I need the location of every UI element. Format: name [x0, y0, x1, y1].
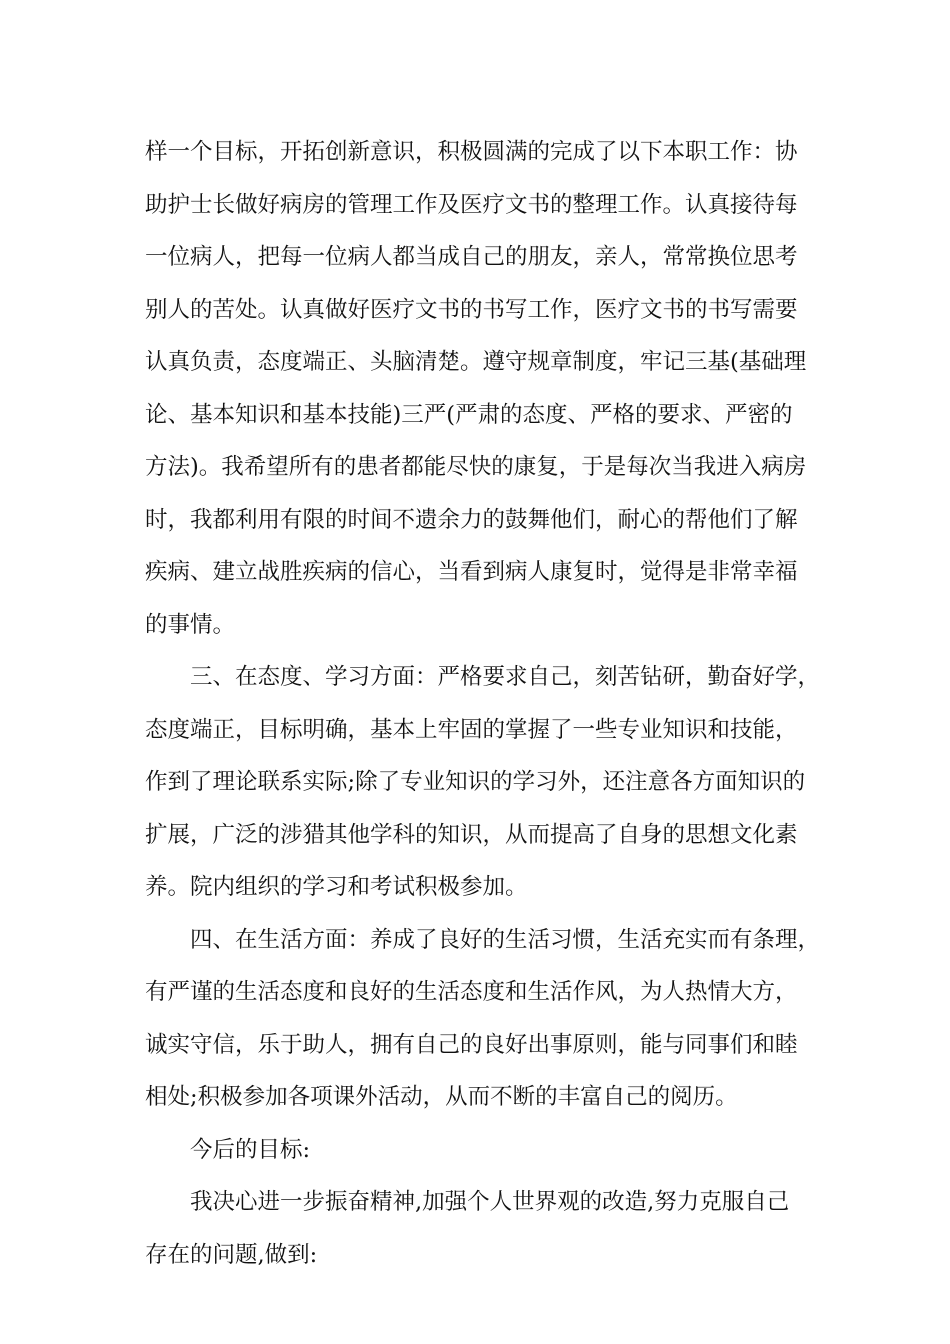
text-line: 有严谨的生活态度和良好的生活态度和生活作风，为人热情大方， [145, 979, 798, 1005]
text-line: 扩展，广泛的涉猎其他学科的知识，从而提高了自身的思想文化素 [145, 821, 798, 848]
text-line: 养。院内组织的学习和考试积极参加。 [145, 874, 528, 900]
document-body [145, 126, 821, 1281]
text-line: 认真负责，态度端正、头脑清楚。遵守规章制度，牢记三基(基础理 [145, 349, 807, 375]
text-line: 论、基本知识和基本技能)三严(严肃的态度、严格的要求、严密的 [145, 401, 793, 428]
text-line: 作到了理论联系实际;除了专业知识的学习外，还注意各方面知识的 [145, 769, 806, 795]
text-line: 诚实守信，乐于助人，拥有自己的良好出事原则，能与同事们和睦 [145, 1031, 798, 1058]
text-line: 的事情。 [145, 611, 236, 638]
text-line: 存在的问题,做到: [145, 1241, 318, 1268]
paragraph-start-line: 我决心进一步振奋精神,加强个人世界观的改造,努力克服自己 [190, 1189, 790, 1215]
text-line: 别人的苦处。认真做好医疗文书的书写工作，医疗文书的书写需要 [145, 296, 798, 323]
text-line: 样一个目标，开拓创新意识，积极圆满的完成了以下本职工作：协 [145, 139, 798, 165]
text-line: 助护士长做好病房的管理工作及医疗文书的整理工作。认真接待每 [145, 191, 798, 218]
text-line: 态度端正，目标明确，基本上牢固的掌握了一些专业知识和技能， [145, 716, 798, 743]
text-line: 疾病、建立战胜疾病的信心，当看到病人康复时，觉得是非常幸福 [145, 559, 798, 585]
text-line: 相处;积极参加各项课外活动，从而不断的丰富自己的阅历。 [145, 1084, 738, 1110]
text-line: 时，我都利用有限的时间不遗余力的鼓舞他们，耐心的帮他们了解 [145, 506, 798, 533]
paragraph-start-line: 三、在态度、学习方面：严格要求自己，刻苦钻研，勤奋好学， [190, 664, 821, 690]
paragraph-start-line: 四、在生活方面：养成了良好的生活习惯，生活充实而有条理， [190, 926, 821, 953]
section-heading-line: 今后的目标: [190, 1136, 311, 1163]
text-line: 方法)。我希望所有的患者都能尽快的康复，于是每次当我进入病房 [145, 454, 807, 480]
text-line: 一位病人，把每一位病人都当成自己的朋友，亲人，常常换位思考 [145, 244, 798, 270]
